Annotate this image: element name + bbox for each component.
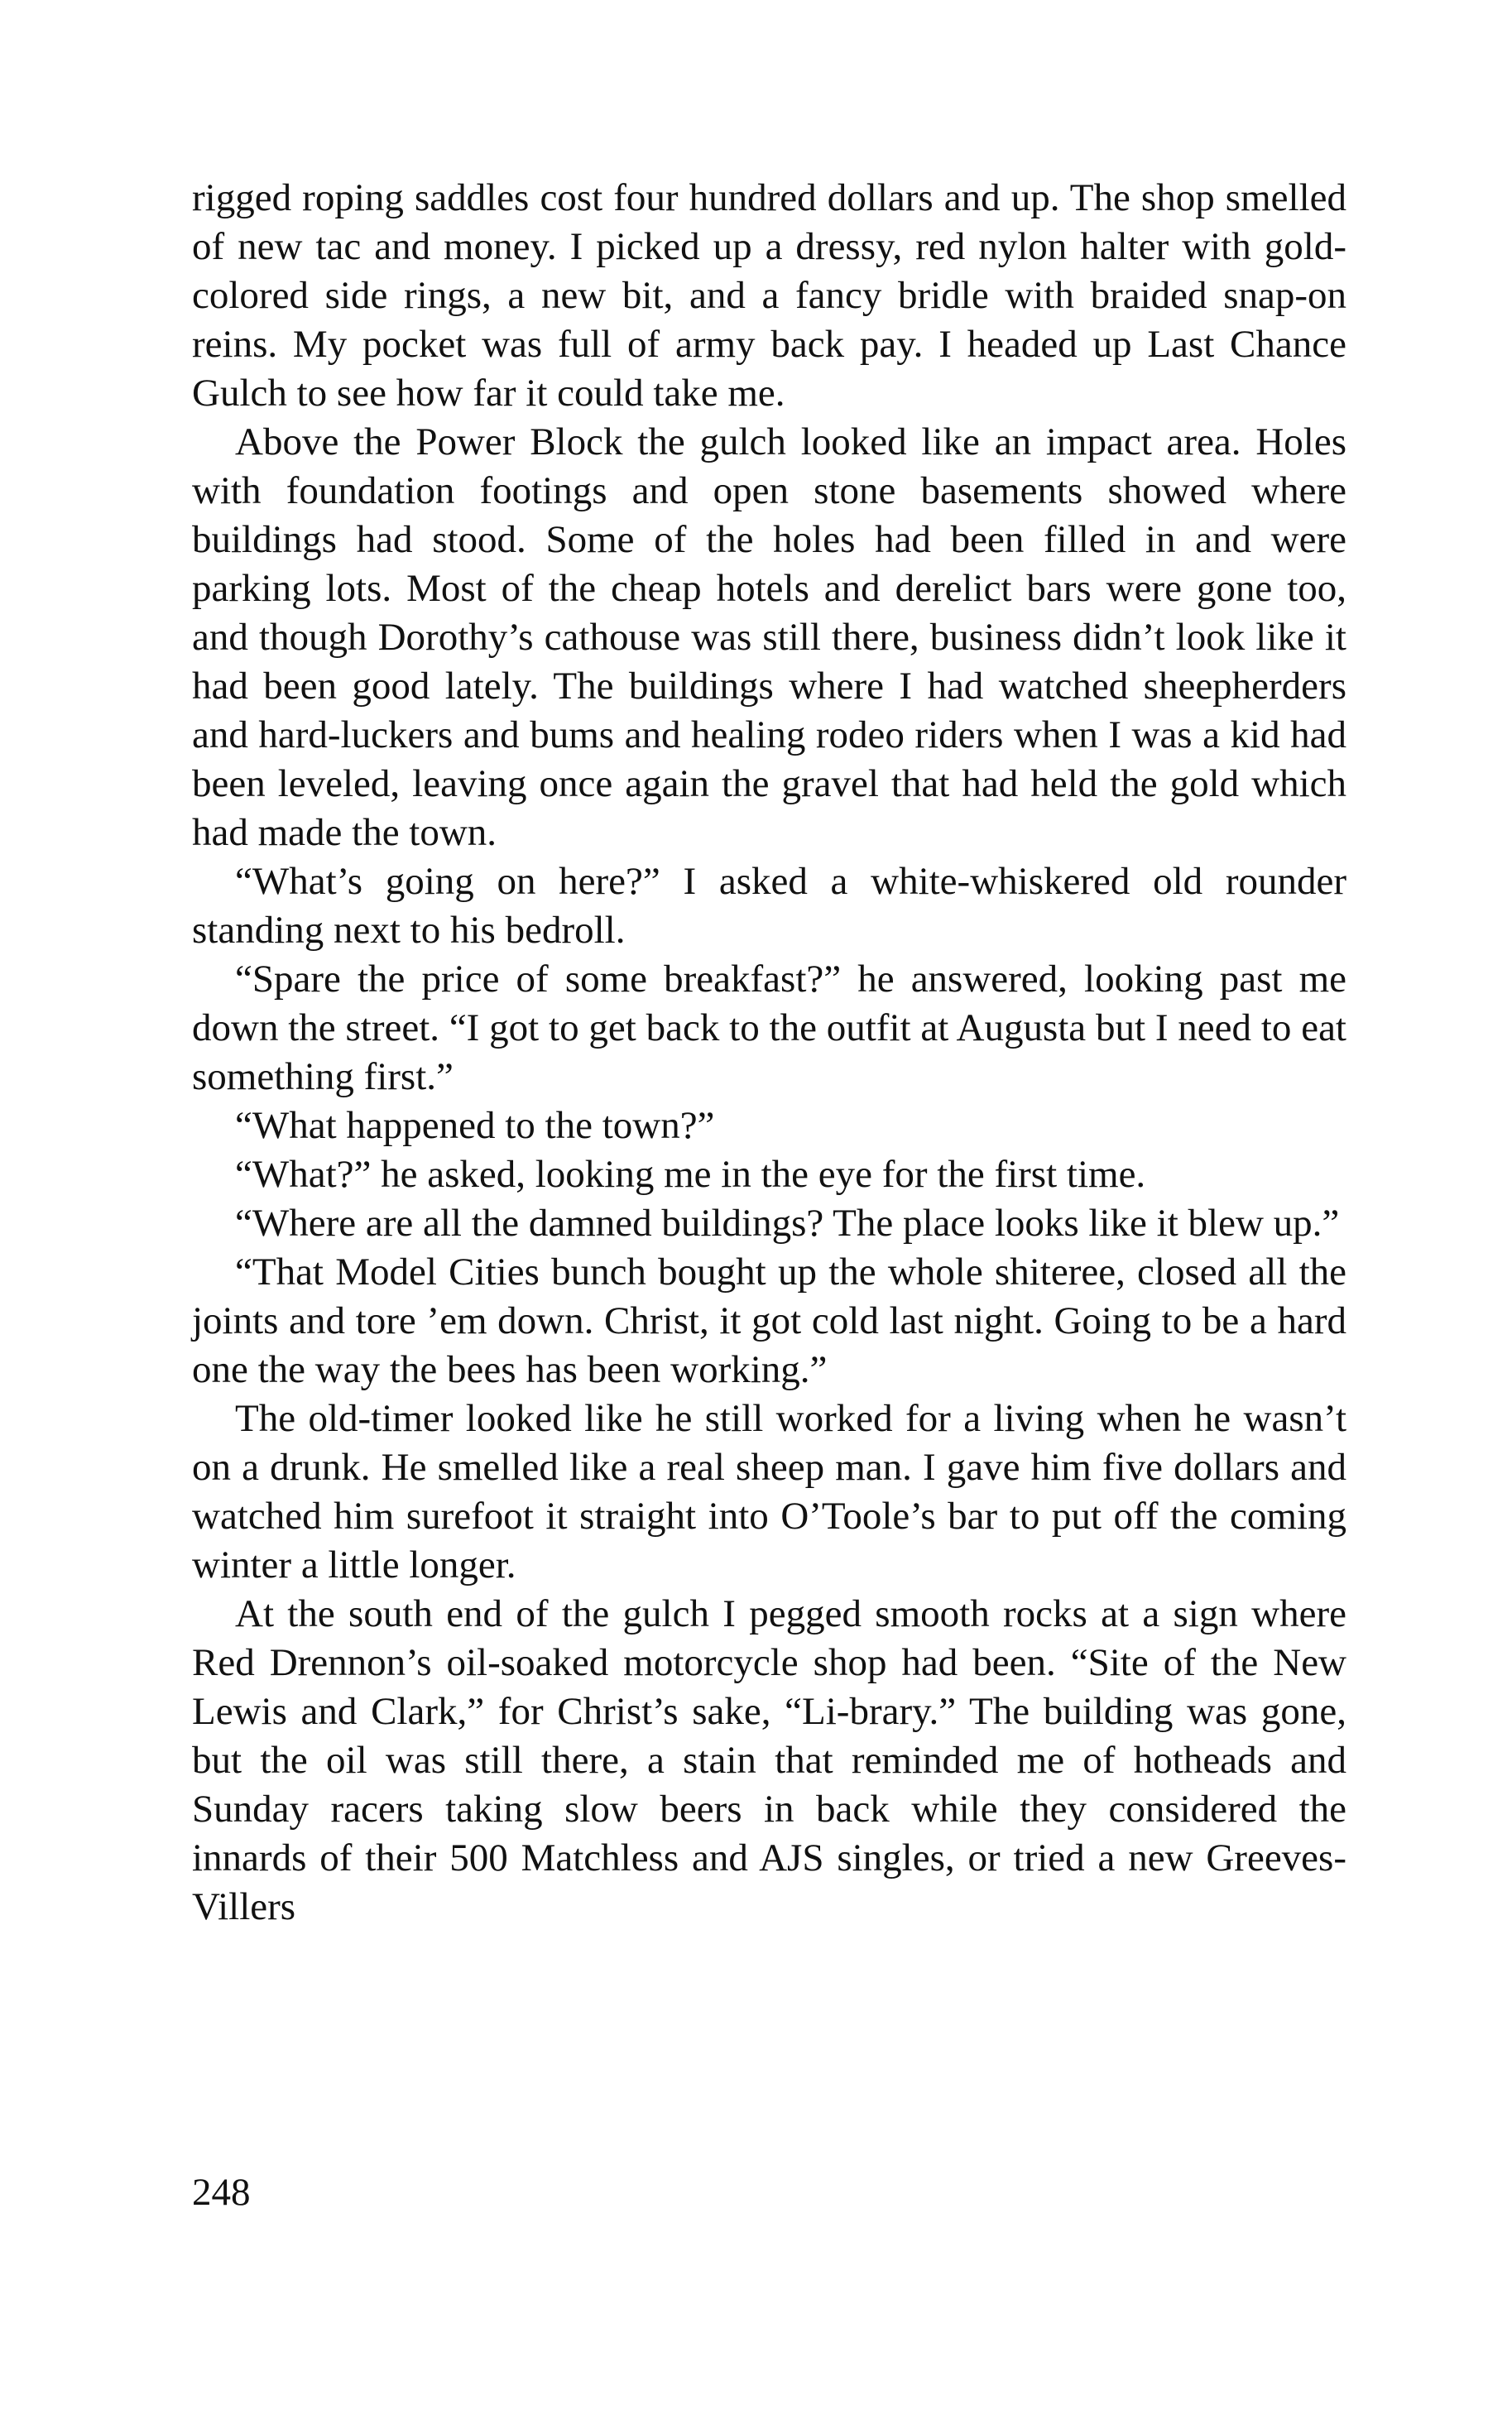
paragraph-gulch-description: Above the Power Block the gulch looked like an impact area. Holes with foundation footings and open stone basements showed where buildings had stood. Some of the holes had been filled in and were parking lots. Most of the cheap hotels and derelict bars were gone too, and though Dorothy’s cathouse was still there, business didn’t look like it had been good lately. The buildings where I had watched sheepherders and hard-luckers and bums and healing rodeo riders when I was a kid had been leveled, leaving once again the gravel that had held the gold which had made the town. [192, 420, 1346, 854]
paragraph-dialogue-3: “What happened to the town?” [235, 1104, 715, 1147]
paragraph-dialogue-1: “What’s going on here?” I asked a white-whiskered old rounder standing next to his bedroll. [192, 860, 1346, 952]
page-number: 248 [192, 2171, 251, 2214]
book-page-text [192, 174, 1346, 1932]
paragraph-dialogue-5: “Where are all the damned buildings? The place looks like it blew up.” [235, 1202, 1340, 1245]
paragraph-dialogue-6: “That Model Cities bunch bought up the whole shiteree, closed all the joints and tore ’em down. Christ, it got cold last night. Going to be a hard one the way the bees has been working.” [192, 1251, 1346, 1391]
paragraph-south-end: At the south end of the gulch I pegged smooth rocks at a sign where Red Drennon’s oil-soaked motorcycle shop had been. “Site of the New Lewis and Clark,” for Christ’s sake, “Li-brary.” The building was gone, but the oil was still there, a stain that reminded me of hotheads and Sunday racers taking slow beers in back while they considered the innards of their 500 Matchless and AJS singles, or tried a new Greeves-Villers [192, 1592, 1346, 1928]
paragraph-dialogue-2: “Spare the price of some breakfast?” he answered, looking past me down the street. “I got to get back to the outfit at Augusta but I need to eat something first.” [192, 958, 1346, 1098]
paragraph-continued: rigged roping saddles cost four hundred dollars and up. The shop smelled of new tac and money. I picked up a dressy, red nylon halter with gold-colored side rings, a new bit, and a fancy bridle with braided snap-on reins. My pocket was full of army back pay. I headed up Last Chance Gulch to see how far it could take me. [192, 176, 1346, 415]
paragraph-old-timer: The old-timer looked like he still worked for a living when he wasn’t on a drunk. He smelled like a real sheep man. I gave him five dollars and watched him surefoot it straight into O’Toole’s bar to put off the coming winter a little longer. [192, 1397, 1346, 1587]
paragraph-dialogue-4: “What?” he asked, looking me in the eye for the first time. [235, 1153, 1146, 1196]
